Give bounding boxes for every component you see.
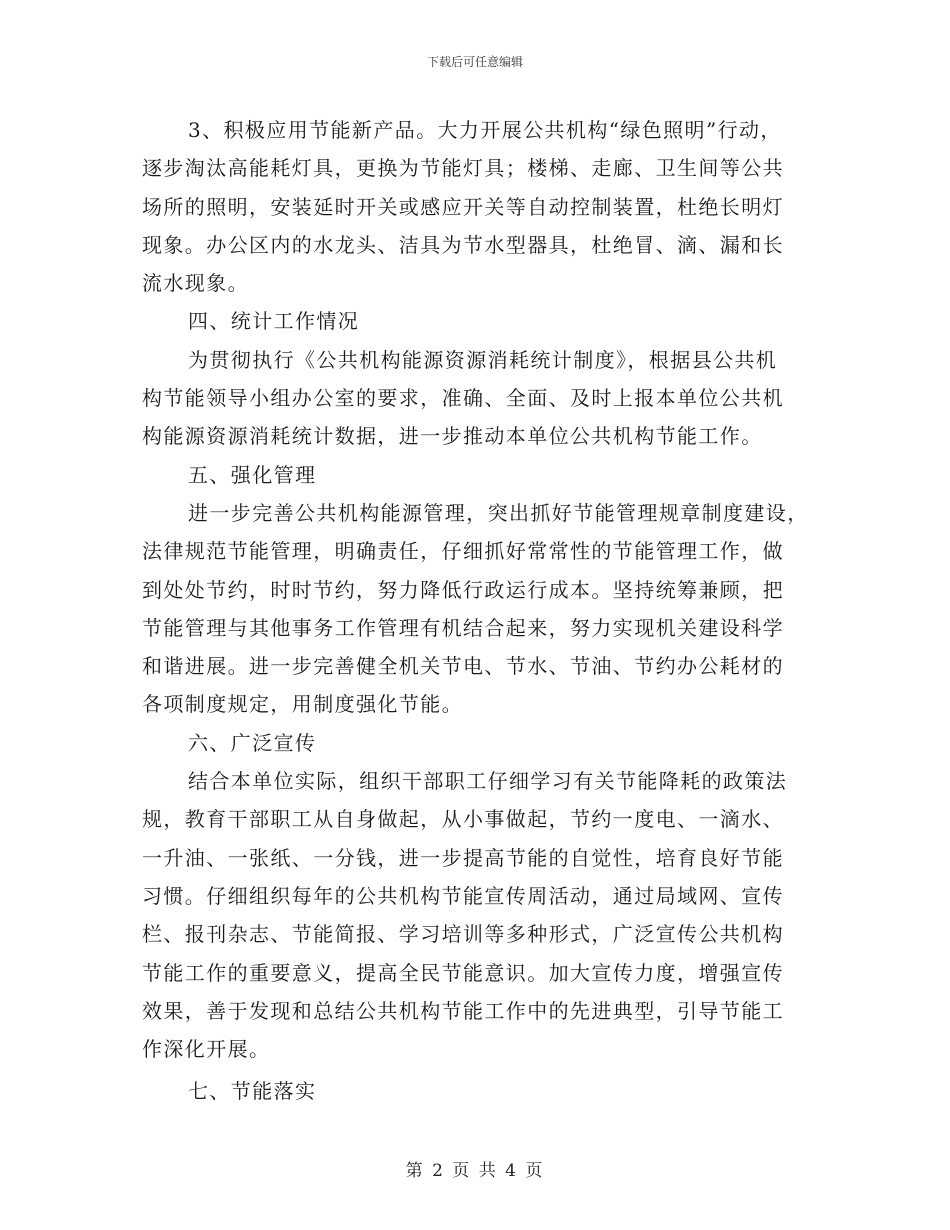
paragraph-line: 场所的照明，安装延时开关或感应开关等自动控制装置，杜绝长明灯 xyxy=(142,194,784,219)
paragraph-line: 构能源资源消耗统计数据，进一步推动本单位公共机构节能工作。 xyxy=(142,424,763,449)
page-number-footer: 第 2 页 共 4 页 xyxy=(405,1161,545,1181)
section-heading: 四、统计工作情况 xyxy=(188,309,360,334)
paragraph-line: 进一步完善公共机构能源管理，突出抓好节能管理规章制度建设， xyxy=(188,500,809,525)
paragraph-line: 作深化开展。 xyxy=(142,1037,271,1062)
paragraph-line: 效果，善于发现和总结公共机构节能工作中的先进典型，引导节能工 xyxy=(142,998,784,1023)
paragraph-line: 到处处节约，时时节约，努力降低行政运行成本。坚持统筹兼顾，把 xyxy=(142,577,784,602)
page-header-note: 下载后可任意编辑 xyxy=(426,55,523,69)
paragraph-line: 节能管理与其他事务工作管理有机结合起来，努力实现机关建设科学 xyxy=(142,615,784,640)
document-body xyxy=(142,111,810,1111)
paragraph-line: 逐步淘汰高能耗灯具，更换为节能灯具；楼梯、走廊、卫生间等公共 xyxy=(142,156,784,181)
paragraph-line: 为贯彻执行《公共机构能源资源消耗统计制度》，根据县公共机 xyxy=(188,347,778,372)
paragraph-line: 和谐进展。进一步完善健全机关节电、节水、节油、节约办公耗材的 xyxy=(142,654,784,679)
section-heading: 五、强化管理 xyxy=(188,462,317,487)
section-heading: 六、广泛宣传 xyxy=(188,730,317,755)
paragraph-line: 栏、报刊杂志、节能简报、学习培训等多种形式，广泛宣传公共机构 xyxy=(142,922,784,947)
paragraph-line: 构节能领导小组办公室的要求，准确、全面、及时上报本单位公共机 xyxy=(142,386,784,411)
paragraph-line: 节能工作的重要意义，提高全民节能意识。加大宣传力度，增强宣传 xyxy=(142,960,784,985)
paragraph-line: 一升油、一张纸、一分钱，进一步提高节能的自觉性，培育良好节能 xyxy=(142,845,784,870)
section-heading: 七、节能落实 xyxy=(188,1079,317,1104)
paragraph-line: 结合本单位实际，组织干部职工仔细学习有关节能降耗的政策法 xyxy=(188,769,788,794)
paragraph-line: 现象。办公区内的水龙头、洁具为节水型器具，杜绝冒、滴、漏和长 xyxy=(142,232,784,257)
paragraph-line: 3、积极应用节能新产品。大力开展公共机构“绿色照明”行动， xyxy=(188,118,782,142)
paragraph-line: 流水现象。 xyxy=(142,271,249,296)
paragraph-line: 规，教育干部职工从自身做起，从小事做起，节约一度电、一滴水、 xyxy=(142,807,784,832)
paragraph-line: 法律规范节能管理，明确责任，仔细抓好常常性的节能管理工作，做 xyxy=(142,539,784,564)
paragraph-line: 各项制度规定，用制度强化节能。 xyxy=(142,692,463,717)
paragraph-line: 习惯。仔细组织每年的公共机构节能宣传周活动，通过局域网、宣传 xyxy=(142,883,784,908)
